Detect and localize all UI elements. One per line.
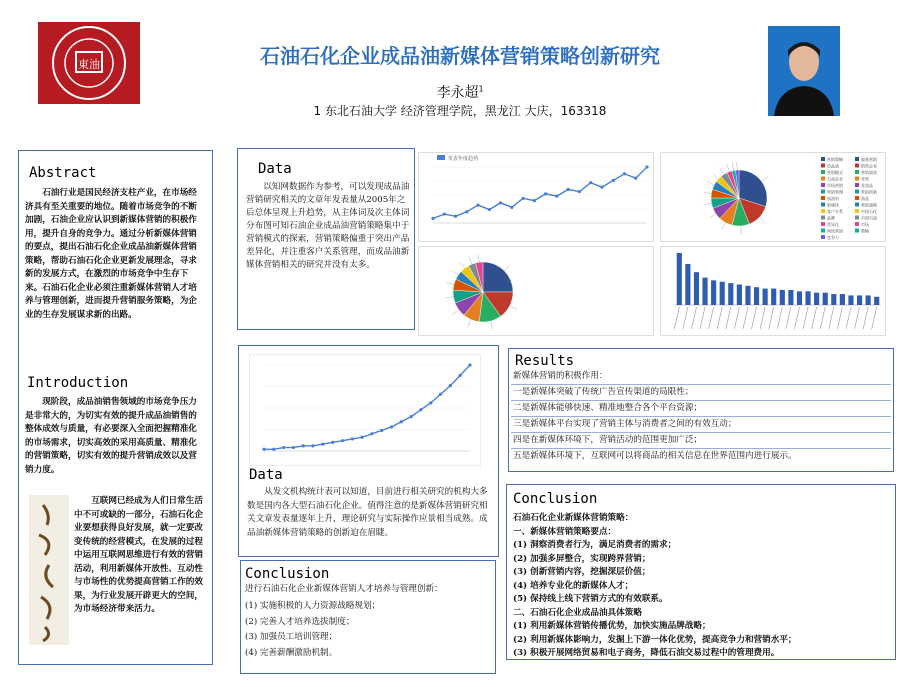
tick-label-mark (794, 307, 799, 329)
tick-label-mark (846, 307, 851, 329)
data-point (600, 186, 603, 189)
bar (866, 295, 871, 305)
data-point (612, 179, 615, 182)
slice-leader (445, 297, 453, 298)
bar (763, 289, 768, 305)
legend-label: 石油企业 (827, 176, 843, 182)
data-heading-bottom: Data (249, 467, 283, 483)
legend-swatch (855, 203, 859, 207)
slice-leader (452, 310, 458, 315)
keyword-pie-chart (660, 152, 886, 242)
data-point (510, 206, 513, 209)
tick-label-mark (786, 307, 791, 329)
conclusion-item: (2) 利用新媒体影响力，发掘上下游一体化优势，提高竞争力和营销水平； (513, 634, 797, 645)
slice-leader (727, 164, 730, 172)
legend-label: 零售 (861, 176, 869, 182)
slice-leader (707, 182, 714, 186)
conclusion-heading-right: Conclusion (513, 491, 598, 507)
slice-leader (446, 283, 454, 285)
series-line (433, 167, 647, 219)
legend-swatch (821, 170, 825, 174)
results-item: 二是新媒体能够快速、精准地整合各个平台资源； (511, 401, 891, 417)
tick-label-mark (777, 307, 782, 329)
results-item: 三是新媒体平台实现了营销主体与消费者之间的有效互动； (511, 417, 891, 433)
slice-leader (720, 168, 724, 175)
data-point (390, 425, 393, 428)
legend-swatch (855, 216, 859, 220)
slice-leader (510, 306, 517, 310)
introduction-text-1: 现阶段，成品油销售领域的市场竞争压力是非常大的，为切实有效的提升成品油销售的整体成效与质量，有必要深入全面把握精准化的市场需求，切实高效的采用高质量、精准化的营销策略，切实有效的提升营销成效以及营销力度。 (25, 397, 197, 475)
bar (720, 282, 725, 305)
data-point (459, 374, 462, 377)
conclusion-item: (2) 加强多屏整合，实现跨界营销； (513, 553, 651, 564)
data-point (292, 446, 295, 449)
conclusion-heading-left: Conclusion (245, 566, 330, 582)
bar (797, 291, 802, 305)
data-point (522, 197, 525, 200)
results-item: 一是新媒体突破了传统广告宣传渠道的局限性； (511, 385, 891, 401)
legend-label: 营销战略 (861, 202, 877, 208)
subtopic-pie-svg (419, 247, 655, 337)
legend-label: 非油品 (861, 183, 873, 188)
conclusion-item: (5) 保持线上线下营销方式的有效联系。 (513, 594, 668, 604)
conclusion-intro-left: 进行石油石化企业新媒体营销人才培养与管理创新： (245, 584, 443, 594)
legend-label: 中国石油 (861, 215, 877, 221)
tick-label-mark (829, 307, 834, 329)
slice-leader (762, 177, 768, 182)
bar (685, 264, 690, 305)
introduction-text-2: 互联网已经成为人们日常生活中不可或缺的一部分，石油石化企业要想获得良好发展，就一定要改变传统的经营模式，在发展的过程中运用互联网思维进行有效的营销活动，利用新媒体开放性、互动性与市场性的优势提高营销工作的效果，为行业发展开辟更大的空间，为市场经济带来活力。 (74, 496, 203, 614)
author-affiliation: 1 东北石油大学 经济管理学院，黑龙江 大庆，163318 (313, 104, 607, 118)
tick-label-mark (872, 307, 877, 329)
conclusion-item: (3) 创新营销内容，挖掘深层价值； (513, 567, 651, 577)
data-point (468, 363, 471, 366)
data-point (341, 439, 344, 442)
data-panel-bottom (238, 345, 499, 557)
legend-swatch (821, 190, 825, 194)
legend-label: 客户关系 (827, 209, 843, 214)
data-point (449, 384, 452, 387)
tick-label-mark (803, 307, 808, 329)
legend-label: 营销渠道 (861, 170, 877, 175)
legend-label: 营销策略 (827, 157, 843, 162)
slice-leader (741, 226, 742, 234)
data-point (634, 177, 637, 180)
data-point (351, 437, 354, 440)
author-photo (768, 26, 840, 116)
data-point (476, 203, 479, 206)
conclusion-section-1: 一、新媒体营销策略要点： (513, 526, 617, 537)
conclusion-body-right (513, 512, 893, 661)
bar (840, 294, 845, 305)
series-line (264, 365, 470, 449)
institution-bar-chart (660, 246, 886, 336)
slice-leader (504, 265, 510, 271)
legend-swatch (821, 164, 825, 168)
slice-leader (713, 173, 719, 178)
growth-line-chart (249, 354, 481, 466)
conclusion-intro-right: 石油石化企业新媒体营销策略： (513, 513, 634, 523)
poster-title: 石油石化企业成品油新媒体营销策略创新研究 (260, 44, 660, 68)
legend-swatch (821, 216, 825, 220)
legend-swatch (855, 164, 859, 168)
subtopic-pie-chart (418, 246, 654, 336)
legend-label: 竞争力 (827, 235, 839, 240)
data-text-top: 以知网数据作为参考，可以发现成品油营销研究相关的文章年发表量从2005年之后总体呈现上升趋势，从主体词及次主体词分布图可知石油企业成品油营销策略集中于营销模式的探索，营销策略偏重于突出产品差异化，并注重客户关系管理，而成品油新媒体营销相关的研究并没有太多。 (246, 182, 410, 270)
legend-label: 市场营销 (827, 183, 843, 188)
legend-swatch (821, 177, 825, 181)
introduction-heading: Introduction (27, 375, 129, 391)
conclusion-item: (3) 积极开展网络贸易和电子商务，降低石油交易过程中的管理费用。 (513, 648, 780, 658)
slice-leader (469, 257, 472, 264)
legend-swatch (855, 170, 859, 174)
bar (857, 295, 862, 305)
data-point (380, 429, 383, 432)
calligraphy-image (29, 495, 69, 645)
abstract-heading: Abstract (29, 165, 97, 181)
data-point (311, 444, 314, 447)
bar (823, 293, 828, 305)
growth-line-svg (250, 355, 482, 467)
bar (702, 278, 707, 305)
results-heading: Results (515, 353, 575, 369)
tick-label-mark (674, 307, 679, 329)
data-point (499, 201, 502, 204)
tick-label-mark (769, 307, 774, 329)
tick-label-mark (855, 307, 860, 329)
bar (711, 280, 716, 305)
slice-leader (460, 262, 465, 268)
legend-label: 发表年度趋势 (448, 156, 479, 162)
data-point (589, 181, 592, 184)
data-point (410, 415, 413, 418)
data-point (282, 446, 285, 449)
legend-swatch (821, 235, 825, 239)
slice-leader (468, 320, 471, 327)
data-point (321, 443, 324, 446)
data-point (567, 188, 570, 191)
tick-label-mark (683, 307, 688, 329)
legend-label: 市场 (861, 222, 869, 227)
bar (745, 286, 750, 305)
tick-label-mark (709, 307, 714, 329)
tick-label-mark (691, 307, 696, 329)
data-point (360, 436, 363, 439)
data-point (623, 172, 626, 175)
conclusion-section-2: 二、石油石化企业成品油具体策略 (513, 607, 642, 618)
conclusion-item: (2) 完善人才培养选拔制度； (245, 616, 355, 627)
legend-label: 油品 (861, 196, 869, 201)
data-panel-top (237, 148, 415, 330)
legend-label: 加油站 (827, 196, 839, 201)
conclusion-item: (3) 加强员工培训管理； (245, 632, 338, 642)
legend-label: 中国石化 (861, 209, 877, 214)
data-point (429, 401, 432, 404)
legend-swatch (855, 177, 859, 181)
legend-swatch (821, 209, 825, 213)
tick-label-mark (717, 307, 722, 329)
results-item: 四是在新媒体环境下，营销活动的范围更加广泛； (511, 433, 891, 449)
conclusion-item: (4) 完善薪酬激励机制。 (245, 647, 338, 658)
tick-label-mark (837, 307, 842, 329)
legend-label: 策略 (861, 228, 869, 234)
university-logo (38, 22, 140, 104)
conclusion-item: (4) 培养专业化的新媒体人才； (513, 580, 634, 591)
legend-label: 营销管理 (827, 189, 843, 195)
legend-swatch (855, 183, 859, 187)
conclusion-list-left (245, 599, 493, 661)
publication-trend-svg (419, 153, 655, 243)
data-point (578, 190, 581, 193)
results-panel (508, 348, 894, 472)
legend-swatch (821, 183, 825, 187)
bar (694, 272, 699, 305)
slice-leader (704, 203, 712, 204)
bar (831, 294, 836, 305)
conclusion-panel-left (240, 560, 496, 674)
legend-label: 新媒体 (827, 202, 839, 208)
legend-swatch (821, 203, 825, 207)
legend-swatch (855, 229, 859, 233)
legend-swatch (855, 157, 859, 161)
tick-label-mark (734, 307, 739, 329)
slice-leader (732, 163, 733, 171)
legend-swatch (821, 222, 825, 226)
bar (737, 284, 742, 305)
legend-label: 销售企业 (861, 163, 877, 169)
slice-leader (759, 217, 765, 222)
slice-leader (722, 223, 726, 230)
legend-swatch (821, 229, 825, 233)
bar (754, 287, 759, 305)
slice-leader (709, 214, 716, 218)
legend-swatch (855, 209, 859, 213)
bar (677, 253, 682, 305)
legend-swatch (855, 190, 859, 194)
conclusion-panel-right (506, 484, 896, 660)
tick-label-mark (726, 307, 731, 329)
legend-swatch (821, 196, 825, 200)
legend-swatch (855, 196, 859, 200)
legend-label: 差异化 (827, 222, 839, 227)
bar (771, 289, 776, 305)
tick-label-mark (743, 307, 748, 329)
tick-label-mark (863, 307, 868, 329)
data-point (488, 208, 491, 211)
data-point (272, 448, 275, 451)
legend-label: 网络营销 (827, 228, 843, 234)
results-list (511, 369, 891, 464)
tick-label-mark (752, 307, 757, 329)
conclusion-item: (1) 利用新媒体营销传播优势，加快实施品牌战略； (513, 621, 711, 631)
publication-trend-chart (418, 152, 654, 242)
slice-leader (490, 321, 492, 329)
conclusion-item: (1) 洞察消费者行为，满足消费者的需求； (513, 540, 677, 550)
data-point (465, 210, 468, 213)
bar (805, 291, 810, 305)
tick-label-mark (812, 307, 817, 329)
legend-label: 品牌 (827, 215, 835, 221)
conclusion-item: (1) 实施积极的人力资源战略规划； (245, 601, 381, 611)
tick-label-mark (700, 307, 705, 329)
slice-leader (478, 254, 479, 262)
bar (728, 283, 733, 305)
bar (814, 293, 819, 305)
data-point (454, 215, 457, 218)
abstract-text: 石油行业是国民经济支柱产业，在市场经济具有至关重要的地位。随着市场竞争的不断加剧，石油企业应认识到新媒体营销的积极作用，提升自身的竞争力。通过分析新媒体营销的要点，提出石油石化企业成品油新媒体营销策略，帮助石油石化企业更新发展理念，寻求新的发展方式，在激烈的市场竞争中生存下来。石油石化企业必须注重新媒体营销人才培养与管理创新，进而提升营销服务策略，为企业的生存发展谋求新的出路。 (25, 188, 197, 320)
data-text-bottom: 从发文机构统计表可以知道，目前进行相关研究的机构大多数是国内各大型石油石化企业。值得注意的是新媒体营销研究相关文章发表量逐年上升，理论研究与实际操作应景相当成熟。成品油新媒体营销策略的创新迫在眉睫。 (247, 487, 488, 538)
bar (874, 297, 879, 305)
legend-label: 服务营销 (861, 157, 877, 162)
data-point (555, 195, 558, 198)
legend-swatch (437, 155, 445, 160)
results-intro: 新媒体营销的积极作用： (511, 369, 891, 385)
slice-leader (703, 192, 711, 193)
keyword-pie-svg (661, 153, 887, 243)
data-point (431, 217, 434, 220)
slice-leader (452, 271, 459, 275)
svg-text:東油: 東油 (78, 58, 100, 71)
slice-leader (737, 162, 738, 170)
data-point (302, 444, 305, 447)
data-point (443, 212, 446, 215)
data-point (370, 432, 373, 435)
data-point (400, 420, 403, 423)
data-point (262, 448, 265, 451)
legend-label: 成品油 (827, 163, 839, 169)
data-point (331, 441, 334, 444)
data-point (419, 408, 422, 411)
bar (848, 295, 853, 305)
tick-label-mark (760, 307, 765, 329)
author-name: 李永超$^1$ (436, 84, 484, 101)
data-point (439, 393, 442, 396)
data-point (533, 199, 536, 202)
results-item: 五是新媒体环境下，互联网可以将商品的相关信息在世界范围内进行展示。 (513, 451, 797, 461)
legend-label: 营销模式 (827, 170, 843, 175)
data-point (544, 192, 547, 195)
institution-bar-svg (661, 247, 887, 337)
legend-swatch (855, 222, 859, 226)
legend-swatch (821, 157, 825, 161)
tick-label-mark (820, 307, 825, 329)
bar (780, 290, 785, 305)
bar (788, 290, 793, 305)
data-point (645, 165, 648, 168)
abstract-introduction-panel (18, 150, 213, 665)
data-heading-top: Data (258, 161, 292, 177)
legend-label: 营销创新 (861, 189, 877, 195)
